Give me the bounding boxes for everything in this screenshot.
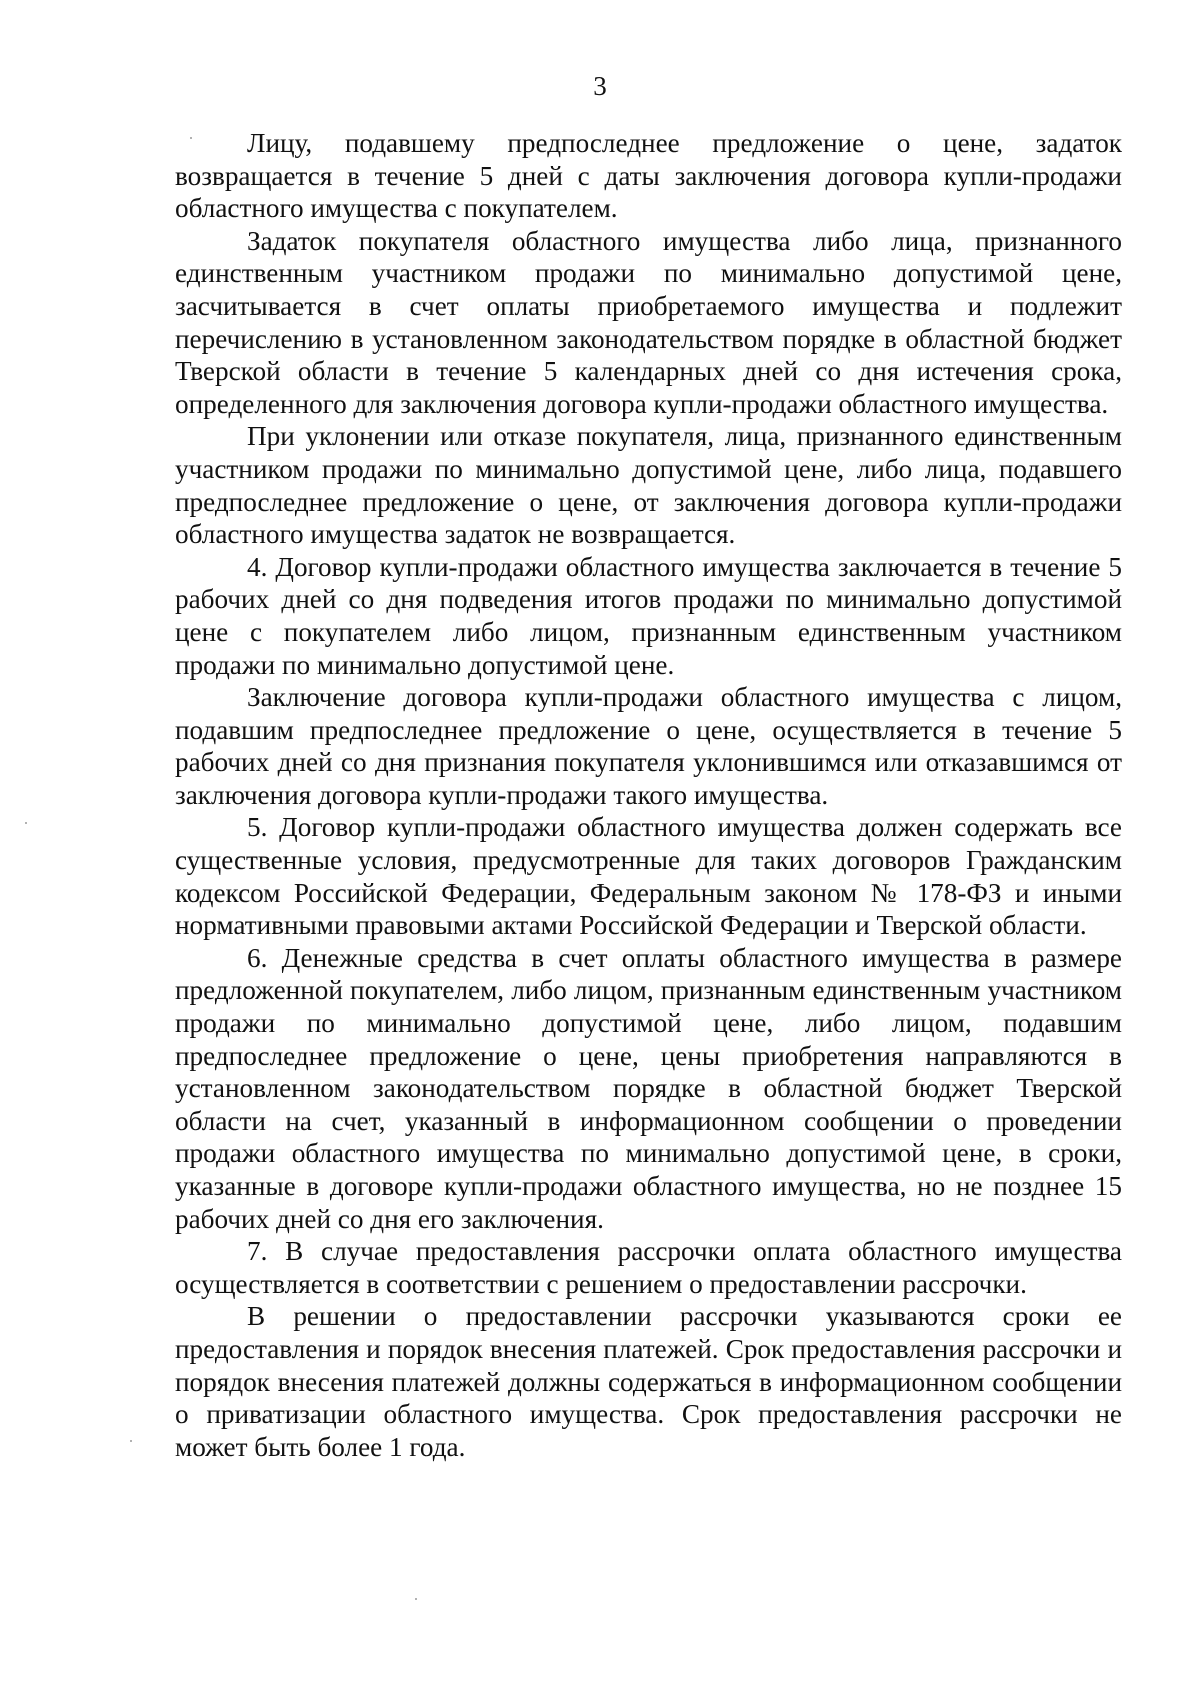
paragraph-item-7: 7. В случае предоставления рассрочки оплата областного имущества осуществляется в соответствии с решением о предоставлении рассрочки. [175, 1236, 1122, 1299]
paragraph-item-6: 6. Денежные средства в счет оплаты областного имущества в размере предложенной покупателем, либо лицом, признанным единственным участником продажи по минимально допустимой цене, либо лицом, подавшим предпоследнее предложение о цене, цены приобретения направляются в установленном законодательством порядке в областной бюджет Тверской области на счет, указанный в информационном сообщении о проведении продажи областного имущества по минимально допустимой цене, в сроки, указанные в договоре купли-продажи областного имущества, но не позднее 15 рабочих дней со дня его заключения. [175, 942, 1122, 1234]
scan-speck [130, 1440, 132, 1442]
paragraph-item-4-second-bidder: Заключение договора купли-продажи областного имущества с лицом, подавшим предпоследнее предложение о цене, осуществляется в течение 5 рабочих дней со дня признания покупателя уклонившимся или отказавшимся от заключения договора купли-продажи такого имущества. [175, 682, 1122, 810]
scan-speck [25, 822, 27, 824]
paragraph-item-4: 4. Договор купли-продажи областного имущества заключается в течение 5 рабочих дней со дня подведения итогов продажи по минимально допустимой цене с покупателем либо лицом, признанным единственным участником продажи по минимально допустимой цене. [175, 551, 1122, 680]
scan-speck [190, 137, 192, 139]
scan-speck [415, 1598, 417, 1600]
paragraph-installment-terms: В решении о предоставлении рассрочки указываются сроки ее предоставления и порядок внесения платежей. Срок предоставления рассрочки и порядок внесения платежей должны содержаться в информационном сообщении о приватизации областного имущества. Срок предоставления рассрочки не может быть более 1 года. [175, 1301, 1122, 1462]
paragraph-deposit-forfeit: При уклонении или отказе покупателя, лица, признанного единственным участником продажи по минимально допустимой цене, либо лица, подавшего предпоследнее предложение о цене, от заключения договора купли-продажи областного имущества задаток не возвращается. [175, 421, 1122, 550]
paragraph-item-5: 5. Договор купли-продажи областного имущества должен содержать все существенные условия, предусмотренные для таких договоров Гражданским кодексом Российской Федерации, Федеральным законом № 178-ФЗ и иными нормативными правовыми актами Российской Федерации и Тверской области. [175, 812, 1122, 941]
paragraph-deposit-credit: Задаток покупателя областного имущества либо лица, признанного единственным участником продажи по минимально допустимой цене, засчитывается в счет оплаты приобретаемого имущества и подлежит перечислению в установленном законодательством порядке в областной бюджет Тверской области в течение 5 календарных дней со дня истечения срока, определенного для заключения договора купли-продажи областного имущества. [175, 225, 1122, 419]
paragraph-deposit-return: Лицу, подавшему предпоследнее предложение о цене, задаток возвращается в течение 5 дней с даты заключения договора купли-продажи областного имущества с покупателем. [175, 128, 1122, 224]
document-body [175, 127, 1122, 1463]
page-number: 3 [593, 71, 607, 101]
